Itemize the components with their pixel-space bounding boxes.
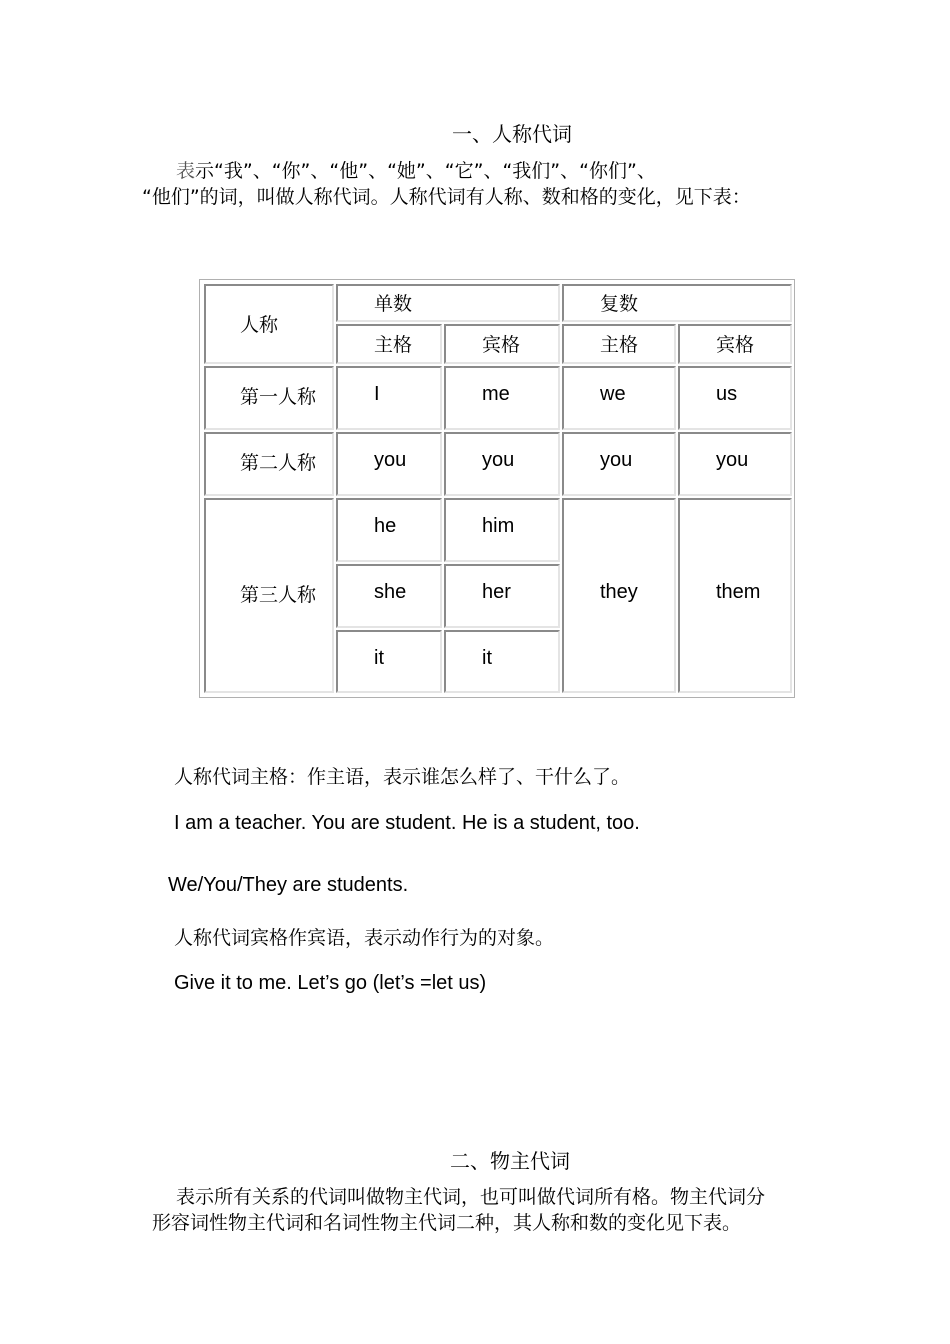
section1-title: 一、人称代词 (452, 122, 572, 146)
row-third-p-nom: they (600, 581, 638, 603)
row-third-s-obj-him: him (482, 515, 515, 537)
row-second-s-nom-cell (336, 432, 442, 496)
row-first-label-cell (204, 366, 334, 430)
row-first-p-nom-cell (562, 366, 676, 430)
row-second-p-obj: you (716, 449, 749, 471)
section2-intro-line2: 形容词性物主代词和名词性物主代词二种，其人称和数的变化见下表。 (152, 1212, 742, 1234)
row-first-p-nom: we (600, 383, 626, 405)
header-singular-nominative-cell (336, 324, 442, 364)
header-singular-cell (336, 284, 560, 322)
example-3: Give it to me. Let’s go (let’s =let us) (174, 972, 487, 994)
header-plural: 复数 (600, 293, 639, 315)
header-singular-objective: 宾格 (482, 334, 521, 356)
row-first-s-obj-cell (444, 366, 560, 430)
row-third-s-nom-he: he (374, 515, 397, 537)
example-1: I am a teacher. You are student. He is a student, too. (174, 812, 640, 834)
row-second-p-nom-cell (562, 432, 676, 496)
row-third-s-nom-she: she (374, 581, 407, 603)
section2-intro-line1: 表示所有关系的代词叫做物主代词，也可叫做代词所有格。物主代词分 (176, 1186, 766, 1208)
row-third-s-obj-it: it (482, 647, 492, 669)
row-second-s-obj-cell (444, 432, 560, 496)
row-third-p-obj-cell (678, 498, 792, 693)
row-second-s-nom: you (374, 449, 407, 471)
row-first-p-obj: us (716, 383, 738, 405)
row-first-s-nom-cell (336, 366, 442, 430)
row-third-s-nom-he-cell (336, 498, 442, 562)
header-person-cell (204, 284, 334, 364)
row-third-s-obj-her-cell (444, 564, 560, 628)
header-singular: 单数 (374, 293, 413, 315)
row-third-s-nom-she-cell (336, 564, 442, 628)
row-third-s-obj-her: her (482, 581, 511, 603)
header-singular-objective-cell (444, 324, 560, 364)
row-third-label: 第三人称 (240, 584, 317, 606)
header-plural-nominative: 主格 (600, 334, 639, 356)
header-singular-nominative: 主格 (374, 334, 413, 356)
example-2: We/You/They are students. (168, 874, 409, 896)
row-third-s-obj-him-cell (444, 498, 560, 562)
row-second-p-obj-cell (678, 432, 792, 496)
row-first-s-nom: I (374, 383, 380, 405)
pronoun-table (199, 279, 795, 698)
row-second-label-cell (204, 432, 334, 496)
row-second-p-nom: you (600, 449, 633, 471)
section2-title: 二、物主代词 (450, 1149, 570, 1173)
objective-note: 人称代词宾格作宾语，表示动作行为的对象。 (174, 927, 555, 949)
row-second-label: 第二人称 (240, 452, 317, 474)
header-plural-objective-cell (678, 324, 792, 364)
header-plural-cell (562, 284, 792, 322)
row-second-s-obj: you (482, 449, 515, 471)
intro-line1-rest: 示“我”、“你”、“他”、“她”、“它”、“我们”、“你们”、 (195, 160, 656, 182)
row-first-label: 第一人称 (240, 386, 317, 408)
header-person: 人称 (240, 314, 279, 336)
section1-intro-line1 (176, 156, 656, 183)
row-third-p-obj: them (716, 581, 761, 603)
row-first-p-obj-cell (678, 366, 792, 430)
row-first-s-obj: me (482, 383, 510, 405)
row-third-s-nom-it-cell (336, 630, 442, 693)
row-third-p-nom-cell (562, 498, 676, 693)
row-third-s-nom-it: it (374, 647, 384, 669)
intro-lead-char: 表 (176, 160, 196, 182)
row-third-label-cell (204, 498, 334, 693)
header-plural-objective: 宾格 (716, 334, 755, 356)
row-third-s-obj-it-cell (444, 630, 560, 693)
header-plural-nominative-cell (562, 324, 676, 364)
section1-intro-line2: “他们”的词，叫做人称代词。人称代词有人称、数和格的变化，见下表： (142, 186, 751, 208)
nominative-note: 人称代词主格：作主语，表示谁怎么样了、干什么了。 (174, 766, 631, 788)
